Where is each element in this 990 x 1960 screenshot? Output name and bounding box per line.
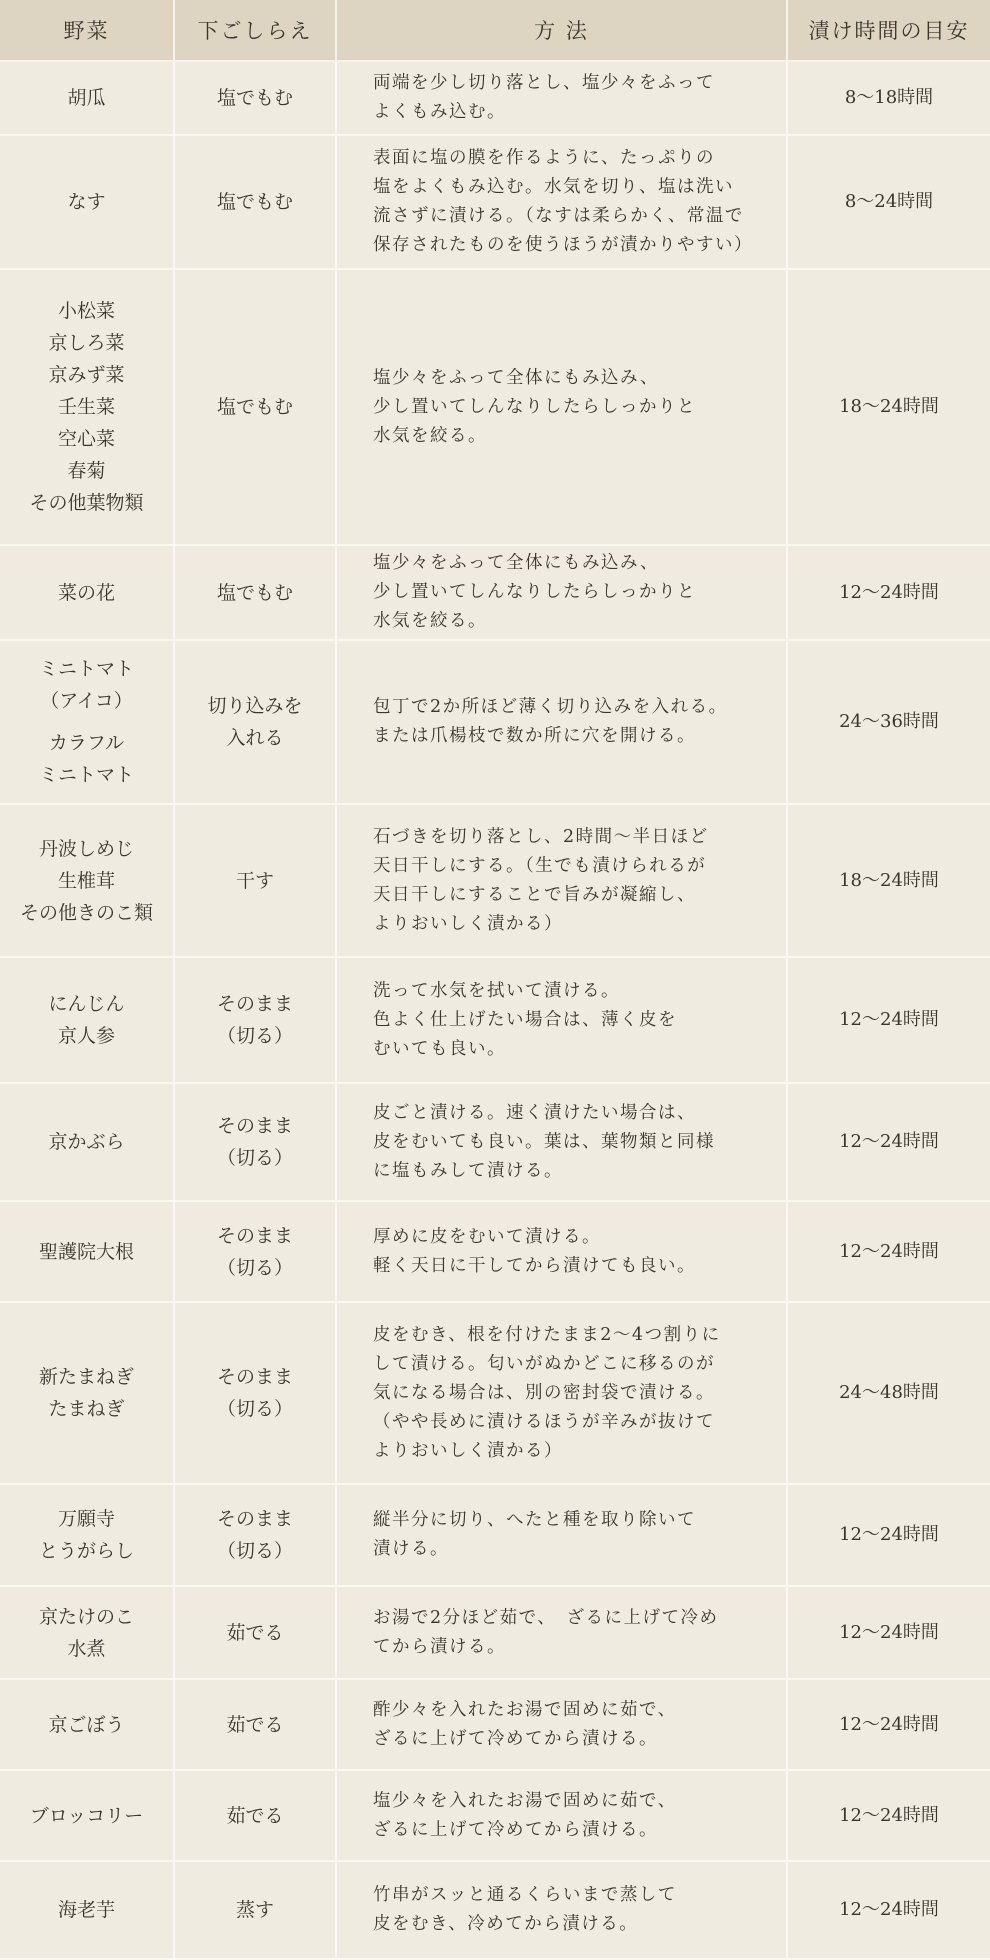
vegetable-line: 丹波しめじ: [38, 837, 134, 860]
table-row: [0, 61, 990, 135]
vegetable-cell: [0, 1302, 174, 1484]
method-line: 両端を少し切り落とし、塩少々をふって: [373, 73, 715, 93]
method-cell: [336, 269, 787, 545]
preparation-cell: [174, 61, 336, 135]
method-line: むいても良い。: [373, 1038, 506, 1059]
preparation-line: （切る）: [216, 1256, 293, 1279]
preparation-cell: [174, 269, 336, 545]
method-line: 塩少々を入れたお湯で固めに茹で、: [373, 1790, 677, 1811]
vegetable-line: 胡瓜: [67, 87, 106, 109]
header-time: 漬け時間の目安: [787, 0, 990, 61]
vegetable-line: 万願寺: [57, 1508, 115, 1530]
preparation-line: 茹でる: [226, 1621, 284, 1644]
method-line: よりおいしく漬かる）: [373, 913, 563, 934]
vegetable-cell: [0, 1861, 174, 1959]
vegetable-line: 聖護院大根: [38, 1240, 134, 1263]
method-line: （やや長めに漬けるほうが辛みが抜けて: [373, 1411, 715, 1432]
preparation-cell: [174, 1679, 336, 1770]
table-row: [0, 1770, 990, 1861]
vegetable-line: 春菊: [67, 460, 106, 482]
preparation-cell: [174, 1083, 336, 1201]
line-gap: [0, 717, 173, 727]
vegetable-cell: [0, 1484, 174, 1586]
time-cell: 12〜24時間: [787, 1083, 990, 1201]
header-row: [0, 0, 990, 61]
vegetable-cell: [0, 1586, 174, 1679]
method-line: 少し置いてしんなりしたらしっかりと: [373, 582, 696, 602]
method-cell: [336, 640, 787, 804]
preparation-line: そのまま: [216, 1366, 293, 1388]
vegetable-line: その他きのこ類: [19, 901, 153, 924]
vegetable-line: 空心菜: [57, 428, 115, 450]
method-cell: [336, 1302, 787, 1484]
method-line: 塩をよくもみ込む。水気を切り、塩は洗い: [373, 177, 734, 197]
method-line: に塩もみして漬ける。: [373, 1160, 563, 1181]
method-line: 水気を絞る。: [373, 425, 487, 446]
preparation-line: 塩でもむ: [216, 396, 293, 418]
preparation-cell: [174, 1770, 336, 1861]
method-line: 表面に塩の膜を作るように、たっぷりの: [373, 148, 715, 168]
preparation-cell: [174, 1201, 336, 1302]
preparation-cell: [174, 545, 336, 640]
time-cell: 24〜36時間: [787, 640, 990, 804]
method-line: 色よく仕上げたい場合は、薄く皮を: [373, 1009, 677, 1030]
preparation-line: そのまま: [216, 1115, 293, 1137]
vegetable-cell: [0, 1770, 174, 1861]
method-line: 気になる場合は、別の密封袋で漬ける。: [373, 1382, 715, 1403]
method-line: 少し置いてしんなりしたらしっかりと: [373, 396, 696, 417]
vegetable-line: 京しろ菜: [48, 332, 125, 354]
vegetable-cell: [0, 640, 174, 804]
time-cell: 12〜24時間: [787, 1770, 990, 1861]
preparation-cell: [174, 640, 336, 804]
method-cell: [336, 545, 787, 640]
preparation-cell: [174, 1302, 336, 1484]
vegetable-cell: [0, 545, 174, 640]
vegetable-line: ミニトマト: [38, 658, 134, 680]
table-row: [0, 1679, 990, 1770]
method-cell: [336, 1083, 787, 1201]
time-cell: 12〜24時間: [787, 957, 990, 1083]
preparation-line: （切る）: [216, 1025, 293, 1047]
vegetable-line: にんじん: [48, 993, 125, 1015]
method-line: 塩少々をふって全体にもみ込み、: [373, 553, 660, 573]
vegetable-line: 京ごぼう: [48, 1713, 125, 1736]
preparation-line: 入れる: [226, 727, 284, 749]
method-line: 厚めに皮をむいて漬ける。: [373, 1226, 601, 1247]
method-cell: [336, 1770, 787, 1861]
method-line: 流さずに漬ける。（なすは柔らかく、常温で: [373, 206, 744, 226]
method-cell: [336, 135, 787, 269]
preparation-line: 切り込みを: [207, 695, 303, 717]
vegetable-line: とうがらし: [38, 1540, 134, 1562]
vegetable-cell: [0, 1201, 174, 1302]
table-row: [0, 1302, 990, 1484]
method-line: 皮をむき、根を付けたまま2〜4つ割りに: [373, 1324, 721, 1345]
method-line: 石づきを切り落とし、2時間〜半日ほど: [373, 826, 709, 847]
method-cell: [336, 804, 787, 957]
method-cell: [336, 61, 787, 135]
time-cell: 18〜24時間: [787, 269, 990, 545]
vegetable-line: たまねぎ: [48, 1398, 125, 1420]
method-line: 皮ごと漬ける。速く漬けたい場合は、: [373, 1102, 696, 1123]
preparation-cell: [174, 957, 336, 1083]
method-line: 酢少々を入れたお湯で固めに茹で、: [373, 1699, 677, 1720]
header-preparation: 下ごしらえ: [174, 0, 336, 61]
table-row: [0, 1484, 990, 1586]
method-cell: [336, 1679, 787, 1770]
vegetable-line: ブロッコリー: [29, 1804, 144, 1827]
time-cell: 18〜24時間: [787, 804, 990, 957]
time-cell: 12〜24時間: [787, 1484, 990, 1586]
method-line: 保存されたものを使うほうが漬かりやすい）: [373, 235, 753, 255]
method-line: 漬ける。: [373, 1539, 449, 1559]
method-line: 皮をむき、冷めてから漬ける。: [373, 1914, 639, 1934]
method-line: 水気を絞る。: [373, 611, 487, 631]
vegetable-line: 菜の花: [57, 581, 115, 604]
preparation-line: 蒸す: [235, 1899, 274, 1921]
method-line: または爪楊枝で数か所に穴を開ける。: [373, 726, 696, 746]
time-cell: 8〜24時間: [787, 135, 990, 269]
preparation-cell: [174, 1484, 336, 1586]
preparation-line: 干す: [235, 869, 274, 892]
time-cell: 12〜24時間: [787, 1201, 990, 1302]
preparation-cell: [174, 1861, 336, 1959]
vegetable-cell: [0, 804, 174, 957]
method-line: ざるに上げて冷めてから漬ける。: [373, 1819, 658, 1840]
method-line: 軽く天日に干してから漬けても良い。: [373, 1255, 696, 1276]
header-method: 方 法: [336, 0, 787, 61]
time-cell: 24〜48時間: [787, 1302, 990, 1484]
preparation-cell: [174, 804, 336, 957]
method-line: ざるに上げて冷めてから漬ける。: [373, 1728, 658, 1749]
method-cell: [336, 1484, 787, 1586]
table-row: [0, 545, 990, 640]
method-line: して漬ける。匂いがぬかどこに移るのが: [373, 1353, 715, 1374]
preparation-line: 塩でもむ: [216, 191, 293, 213]
method-line: 縦半分に切り、へたと種を取り除いて: [373, 1510, 696, 1530]
time-cell: 12〜24時間: [787, 545, 990, 640]
vegetable-line: その他葉物類: [29, 492, 144, 514]
method-cell: [336, 1586, 787, 1679]
method-line: よりおいしく漬かる）: [373, 1440, 563, 1461]
vegetable-cell: [0, 135, 174, 269]
table-row: [0, 804, 990, 957]
method-line: よくもみ込む。: [373, 102, 506, 122]
time-cell: 8〜18時間: [787, 61, 990, 135]
method-line: 天日干しにすることで旨みが凝縮し、: [373, 884, 696, 905]
preparation-line: （切る）: [216, 1398, 293, 1420]
preparation-line: 茹でる: [226, 1804, 284, 1827]
vegetable-line: ミニトマト: [38, 764, 134, 786]
vegetable-line: （アイコ）: [40, 690, 133, 712]
method-line: 皮をむいても良い。葉は、葉物類と同様: [373, 1131, 715, 1152]
table-row: [0, 269, 990, 545]
vegetable-cell: [0, 269, 174, 545]
vegetable-line: カラフル: [48, 732, 125, 754]
vegetable-line: 海老芋: [57, 1899, 115, 1921]
preparation-line: 塩でもむ: [216, 87, 293, 109]
preparation-line: （切る）: [216, 1540, 293, 1562]
method-line: てから漬ける。: [373, 1636, 506, 1657]
table-row: [0, 135, 990, 269]
vegetable-line: 生椎茸: [57, 869, 115, 892]
vegetable-cell: [0, 1083, 174, 1201]
vegetable-line: 水煮: [67, 1637, 106, 1660]
time-cell: 12〜24時間: [787, 1861, 990, 1959]
preparation-line: そのまま: [216, 993, 293, 1015]
preparation-line: 塩でもむ: [216, 581, 293, 604]
table-body: [0, 61, 990, 1959]
vegetable-cell: [0, 1679, 174, 1770]
method-cell: [336, 1861, 787, 1959]
time-cell: 12〜24時間: [787, 1586, 990, 1679]
preparation-line: 茹でる: [226, 1713, 284, 1736]
time-cell: 12〜24時間: [787, 1679, 990, 1770]
preparation-line: （切る）: [216, 1147, 293, 1169]
method-line: 洗って水気を拭いて漬ける。: [373, 980, 620, 1001]
vegetable-line: 京かぶら: [48, 1131, 125, 1153]
header-vegetable: 野菜: [0, 0, 174, 61]
method-line: 天日干しにする。（生でも漬けられるが: [373, 855, 707, 876]
vegetable-line: 京たけのこ: [38, 1605, 134, 1628]
table-row: [0, 1586, 990, 1679]
method-cell: [336, 957, 787, 1083]
table-row: [0, 640, 990, 804]
vegetable-line: なす: [67, 191, 106, 213]
method-line: 竹串がスッと通るくらいまで蒸して: [373, 1885, 677, 1905]
vegetable-cell: [0, 61, 174, 135]
preparation-line: そのまま: [216, 1224, 293, 1247]
vegetable-line: 京みず菜: [48, 364, 125, 386]
preparation-cell: [174, 1586, 336, 1679]
method-line: 包丁で2か所ほど薄く切り込みを入れる。: [373, 697, 728, 717]
method-line: 塩少々をふって全体にもみ込み、: [373, 367, 660, 388]
vegetable-line: 小松菜: [57, 300, 115, 322]
table-row: [0, 1861, 990, 1959]
vegetable-line: 壬生菜: [57, 396, 115, 418]
table-row: [0, 957, 990, 1083]
method-line: お湯で2分ほど茹で、 ざるに上げて冷め: [373, 1607, 719, 1628]
method-cell: [336, 1201, 787, 1302]
vegetable-line: 新たまねぎ: [38, 1366, 134, 1388]
preparation-line: そのまま: [216, 1508, 293, 1530]
table-row: [0, 1201, 990, 1302]
vegetable-line: 京人参: [57, 1025, 115, 1047]
preparation-cell: [174, 135, 336, 269]
vegetable-cell: [0, 957, 174, 1083]
table-row: [0, 1083, 990, 1201]
